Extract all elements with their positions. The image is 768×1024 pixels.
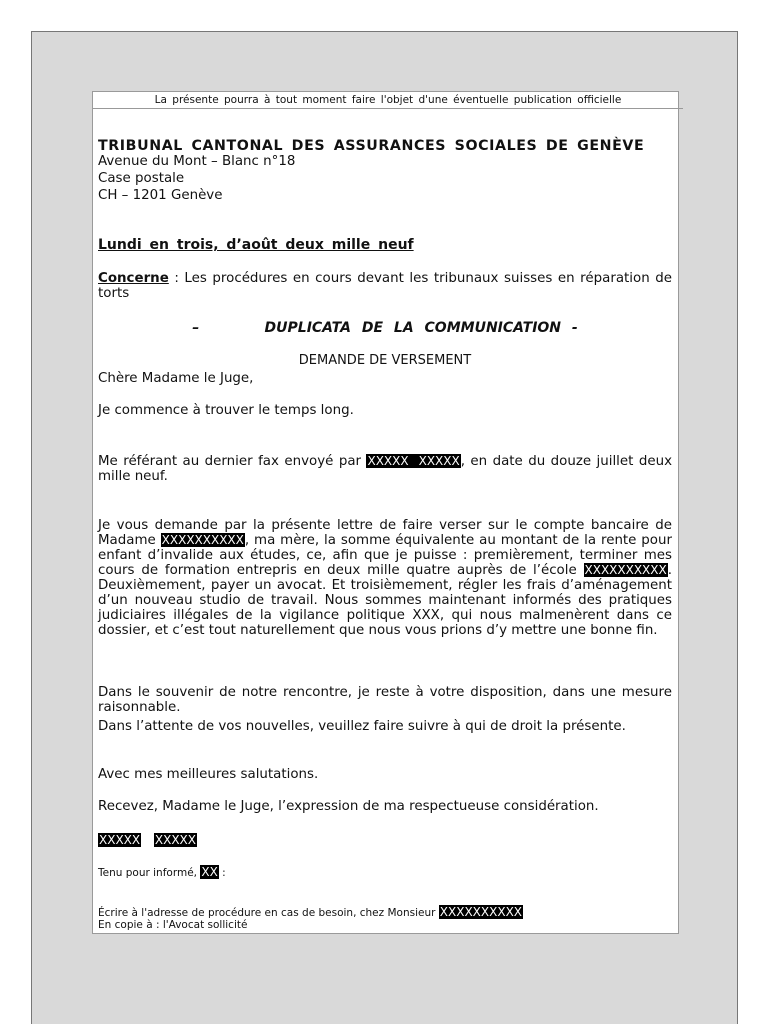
duplicata-heading: – DUPLICATA DE LA COMMUNICATION - bbox=[192, 320, 578, 336]
paragraph-2-after: , en date du douze juillet deux mille neuf. bbox=[98, 454, 672, 484]
letter-date: Lundi en trois, d’août deux mille neuf bbox=[98, 237, 414, 253]
concerne-label: Concerne bbox=[98, 271, 169, 286]
redacted-mother-name: XXXXXXXXXX bbox=[161, 533, 244, 547]
paragraph-2-before: Me référant au dernier fax envoyé par bbox=[98, 454, 362, 469]
redacted-signature-last: XXXXX bbox=[154, 833, 196, 847]
tenu-label: Tenu pour informé, bbox=[98, 867, 197, 879]
letter-page bbox=[92, 91, 679, 934]
paragraph-6: Avec mes meilleures salutations. bbox=[98, 767, 319, 782]
footer-address-line bbox=[98, 906, 672, 920]
concerne-text: : Les procédures en cours devant les tribunaux suisses en réparation de torts bbox=[98, 271, 672, 301]
signature bbox=[98, 833, 672, 848]
salutation: Chère Madame le Juge, bbox=[98, 371, 254, 386]
paragraph-3-part-2: , ma mère, la somme équivalente au montant de la rente pour enfant d’invalide aux études, ce, afin que je puisse : premièrement, terminer mes cours de formation entrepris en deux mille quatre auprès de l’école bbox=[98, 533, 672, 578]
recipient-name: TRIBUNAL CANTONAL DES ASSURANCES SOCIALES DE GENÈVE bbox=[98, 138, 645, 154]
demande-heading: DEMANDE DE VERSEMENT bbox=[298, 353, 472, 368]
redacted-monsieur: XXXXXXXXXX bbox=[439, 905, 523, 919]
paragraph-3-part-3: . Deuxièmement, payer un avocat. Et troisièmement, régler les frais d’aménagement d’un nouveau studio de travail. Nous sommes maintenant informés des pratiques judiciaires illégales de la vigilance politique XXX, qui nous malmenèrent dans ce dossier, et c’est tout naturellement que nous vous prions d’y mettre une bonne fin. bbox=[98, 563, 672, 638]
publication-notice: La présente pourra à tout moment faire l'objet d'une éventuelle publication officielle bbox=[93, 92, 683, 109]
paragraph-7: Recevez, Madame le Juge, l’expression de ma respectueuse considération. bbox=[98, 799, 599, 814]
paragraph-2 bbox=[98, 454, 672, 484]
footer-copy-line: En copie à : l'Avocat sollicité bbox=[98, 919, 248, 931]
concerne-paragraph bbox=[98, 271, 672, 301]
recipient-address-line-1: Avenue du Mont – Blanc n°18 bbox=[98, 154, 296, 169]
paragraph-3-part-1: Je vous demande par la présente lettre de faire verser sur le compte bancaire de Madame bbox=[98, 518, 672, 548]
redacted-signature-first: XXXXX bbox=[99, 833, 141, 847]
tenu-pour-informe bbox=[98, 866, 672, 880]
paragraph-3 bbox=[98, 518, 672, 638]
tenu-suffix: : bbox=[222, 867, 226, 879]
paragraph-1: Je commence à trouver le temps long. bbox=[98, 403, 354, 418]
redacted-school-name: XXXXXXXXXX bbox=[584, 563, 667, 577]
recipient-address-line-3: CH – 1201 Genève bbox=[98, 188, 223, 203]
footer-line-1: Écrire à l'adresse de procédure en cas de besoin, chez Monsieur bbox=[98, 907, 436, 919]
paragraph-4: Dans le souvenir de notre rencontre, je reste à votre disposition, dans une mesure raisonnable. bbox=[98, 685, 672, 715]
redacted-tenu: XX bbox=[201, 865, 218, 879]
redacted-sender: XXXXX XXXXX bbox=[367, 454, 460, 468]
paragraph-5: Dans l’attente de vos nouvelles, veuillez faire suivre à qui de droit la présente. bbox=[98, 719, 626, 734]
recipient-address-line-2: Case postale bbox=[98, 171, 185, 186]
